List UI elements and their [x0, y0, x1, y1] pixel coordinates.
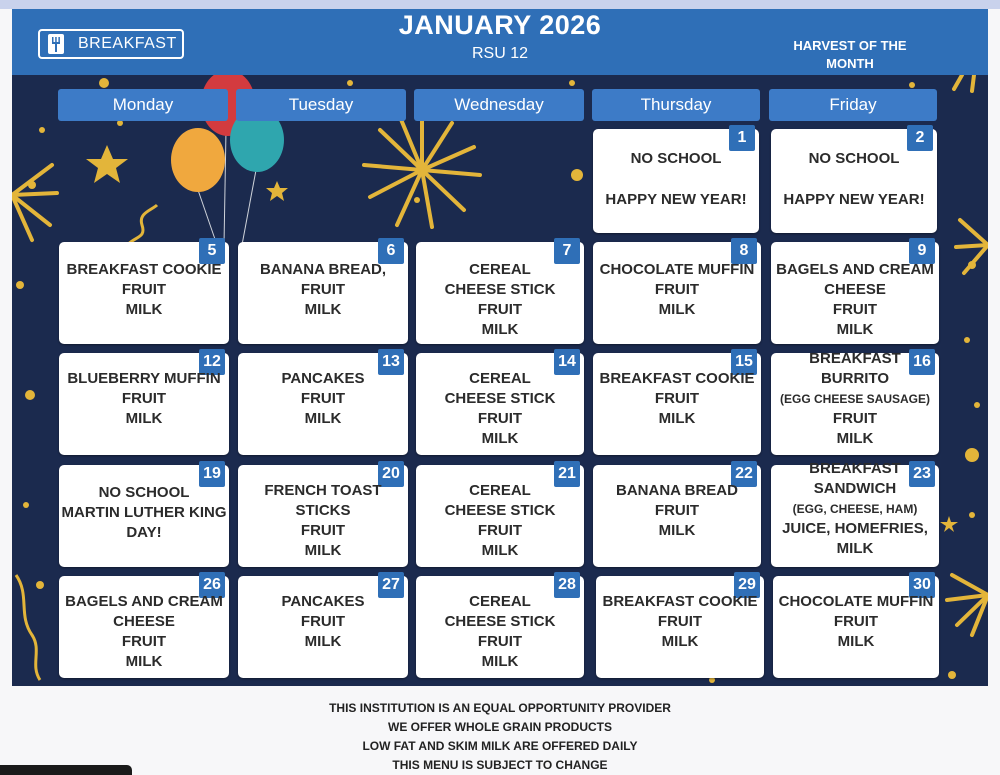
menu-item: MILK [304, 301, 342, 318]
menu-item: FRUIT [121, 281, 167, 298]
menu-item: FRUIT [477, 410, 523, 427]
menu-item: FRUIT [832, 301, 878, 318]
menu-item: FRUIT [300, 522, 346, 539]
scrollbar[interactable] [0, 765, 132, 775]
menu-item: SANDWICH [813, 480, 897, 497]
footer-line: LOW FAT AND SKIM MILK ARE OFFERED DAILY [362, 739, 638, 753]
day-cell-21 [416, 465, 584, 567]
menu-item: BREAKFAST COOKIE [66, 261, 222, 278]
menu-item: FRUIT [300, 613, 346, 630]
menu-item: FRUIT [477, 301, 523, 318]
menu-item: MILK [125, 653, 163, 670]
menu-item: CHEESE STICK [444, 502, 556, 519]
menu-item: CHEESE STICK [444, 281, 556, 298]
day-cell-8 [593, 242, 761, 344]
menu-item: MILK [481, 321, 519, 338]
menu-item: CEREAL [469, 261, 531, 278]
date-number: 22 [731, 461, 757, 487]
footer-line: THIS INSTITUTION IS AN EQUAL OPPORTUNITY PROVIDER [329, 701, 671, 715]
menu-item: CHOCOLATE MUFFIN [778, 593, 934, 610]
menu-item: FRUIT [477, 522, 523, 539]
day-cell-15 [593, 353, 761, 455]
breakfast-badge [38, 29, 184, 59]
menu-item: FRUIT [654, 390, 700, 407]
date-number: 7 [554, 238, 580, 264]
menu-item: FRUIT [121, 633, 167, 650]
day-header-tuesday: Tuesday [236, 89, 406, 121]
menu-item: DAY! [126, 524, 162, 541]
date-number: 15 [731, 349, 757, 375]
menu-item: CHEESE STICK [444, 390, 556, 407]
date-number: 13 [378, 349, 404, 375]
menu-item: PANCAKES [281, 370, 365, 387]
menu-item: FRUIT [477, 633, 523, 650]
day-cell-13 [238, 353, 408, 455]
menu-item: MILK [836, 321, 874, 338]
footer-notes [200, 699, 800, 775]
menu-item: MILK [658, 410, 696, 427]
day-cell-12 [59, 353, 229, 455]
date-number: 9 [909, 238, 935, 264]
day-cell-29 [596, 576, 764, 678]
menu-item: CEREAL [469, 482, 531, 499]
menu-item: BANANA BREAD, [259, 261, 387, 278]
date-number: 19 [199, 461, 225, 487]
date-number: 21 [554, 461, 580, 487]
menu-item: BURRITO [820, 370, 890, 387]
date-number: 5 [199, 238, 225, 264]
date-number: 16 [909, 349, 935, 375]
day-cell-14 [416, 353, 584, 455]
breakfast-label: BREAKFAST [78, 35, 177, 52]
menu-item: FRUIT [300, 390, 346, 407]
menu-item: FRUIT [654, 502, 700, 519]
day-cell-2 [771, 129, 937, 233]
day-cell-27 [238, 576, 408, 678]
fireworks-icon [364, 115, 480, 227]
menu-item: FRUIT [300, 281, 346, 298]
menu-item: BANANA BREAD [616, 482, 738, 499]
harvest-line: MONTH [826, 56, 874, 71]
harvest-line: HARVEST OF THE [793, 38, 907, 53]
menu-item: CHEESE STICK [444, 613, 556, 630]
menu-header [12, 9, 988, 75]
day-header-monday: Monday [58, 89, 228, 121]
day-cell-22 [593, 465, 761, 567]
footer-line: THIS MENU IS SUBJECT TO CHANGE [392, 758, 608, 772]
day-header-wednesday: Wednesday [414, 89, 584, 121]
date-number: 6 [378, 238, 404, 264]
date-number: 28 [554, 572, 580, 598]
day-cell-28 [416, 576, 584, 678]
district-subtitle: RSU 12 [471, 45, 529, 62]
day-cell-20 [238, 465, 408, 567]
day-cell-7 [416, 242, 584, 344]
date-number: 8 [731, 238, 757, 264]
date-number: 26 [199, 572, 225, 598]
footer-line: WE OFFER WHOLE GRAIN PRODUCTS [388, 720, 612, 734]
menu-item: CEREAL [469, 593, 531, 610]
menu-item: MARTIN LUTHER KING [61, 504, 227, 521]
day-cell-9 [771, 242, 939, 344]
day-cell-5 [59, 242, 229, 344]
menu-item: MILK [481, 430, 519, 447]
menu-item: MILK [304, 542, 342, 559]
day-cell-30 [773, 576, 939, 678]
menu-item: BREAKFAST [809, 350, 901, 367]
date-number: 1 [729, 125, 755, 151]
day-cell-19 [59, 465, 229, 567]
day-cell-26 [59, 576, 229, 678]
menu-item: FRUIT [654, 281, 700, 298]
menu-item: BLUEBERRY MUFFIN [67, 370, 221, 387]
menu-item: MILK [661, 633, 699, 650]
menu-item: MILK [304, 633, 342, 650]
date-number: 30 [909, 572, 935, 598]
menu-item: FRUIT [657, 613, 703, 630]
menu-item: HAPPY NEW YEAR! [783, 191, 925, 208]
menu-item: BREAKFAST [809, 460, 901, 477]
menu-item: (EGG, CHEESE, HAM) [792, 502, 918, 516]
menu-item: FRUIT [832, 410, 878, 427]
menu-item: BREAKFAST COOKIE [602, 593, 758, 610]
menu-item: CEREAL [469, 370, 531, 387]
menu-item: NO SCHOOL [808, 150, 900, 167]
date-number: 14 [554, 349, 580, 375]
menu-item: BAGELS AND CREAM [65, 593, 223, 610]
menu-item: MILK [125, 410, 163, 427]
menu-item: NO SCHOOL [630, 150, 722, 167]
menu-item: NO SCHOOL [98, 484, 190, 501]
menu-item: MILK [304, 410, 342, 427]
menu-item: (EGG CHEESE SAUSAGE) [779, 392, 931, 406]
menu-item: BAGELS AND CREAM [776, 261, 934, 278]
menu-item: FRUIT [121, 390, 167, 407]
date-number: 23 [909, 461, 935, 487]
menu-item: HAPPY NEW YEAR! [605, 191, 747, 208]
page-title: JANUARY 2026 [398, 10, 602, 40]
menu-item: BREAKFAST COOKIE [599, 370, 755, 387]
day-cell-1 [593, 129, 759, 233]
menu-item: MILK [658, 522, 696, 539]
menu-item: MILK [481, 653, 519, 670]
day-header-friday: Friday [769, 89, 937, 121]
day-cell-23 [771, 460, 939, 567]
day-header-thursday: Thursday [592, 89, 760, 121]
menu-item: PANCAKES [281, 593, 365, 610]
date-number: 27 [378, 572, 404, 598]
fork-icon [48, 34, 64, 54]
date-number: 20 [378, 461, 404, 487]
menu-item: FRUIT [833, 613, 879, 630]
calendar-board [12, 75, 988, 686]
date-number: 12 [199, 349, 225, 375]
menu-item: CHEESE [824, 281, 886, 298]
menu-item: CHOCOLATE MUFFIN [599, 261, 755, 278]
date-number: 29 [734, 572, 760, 598]
top-strip [0, 0, 1000, 9]
menu-item: FRENCH TOAST [264, 482, 382, 499]
menu-item: MILK [836, 430, 874, 447]
menu-item: STICKS [295, 502, 351, 519]
menu-item: MILK [837, 633, 875, 650]
menu-item: JUICE, HOMEFRIES, [782, 520, 928, 537]
day-cell-16 [771, 350, 939, 455]
menu-item: MILK [481, 542, 519, 559]
date-number: 2 [907, 125, 933, 151]
day-cell-6 [238, 242, 408, 344]
menu-item: MILK [658, 301, 696, 318]
menu-item: MILK [836, 540, 874, 557]
menu-item: MILK [125, 301, 163, 318]
menu-item: CHEESE [113, 613, 175, 630]
